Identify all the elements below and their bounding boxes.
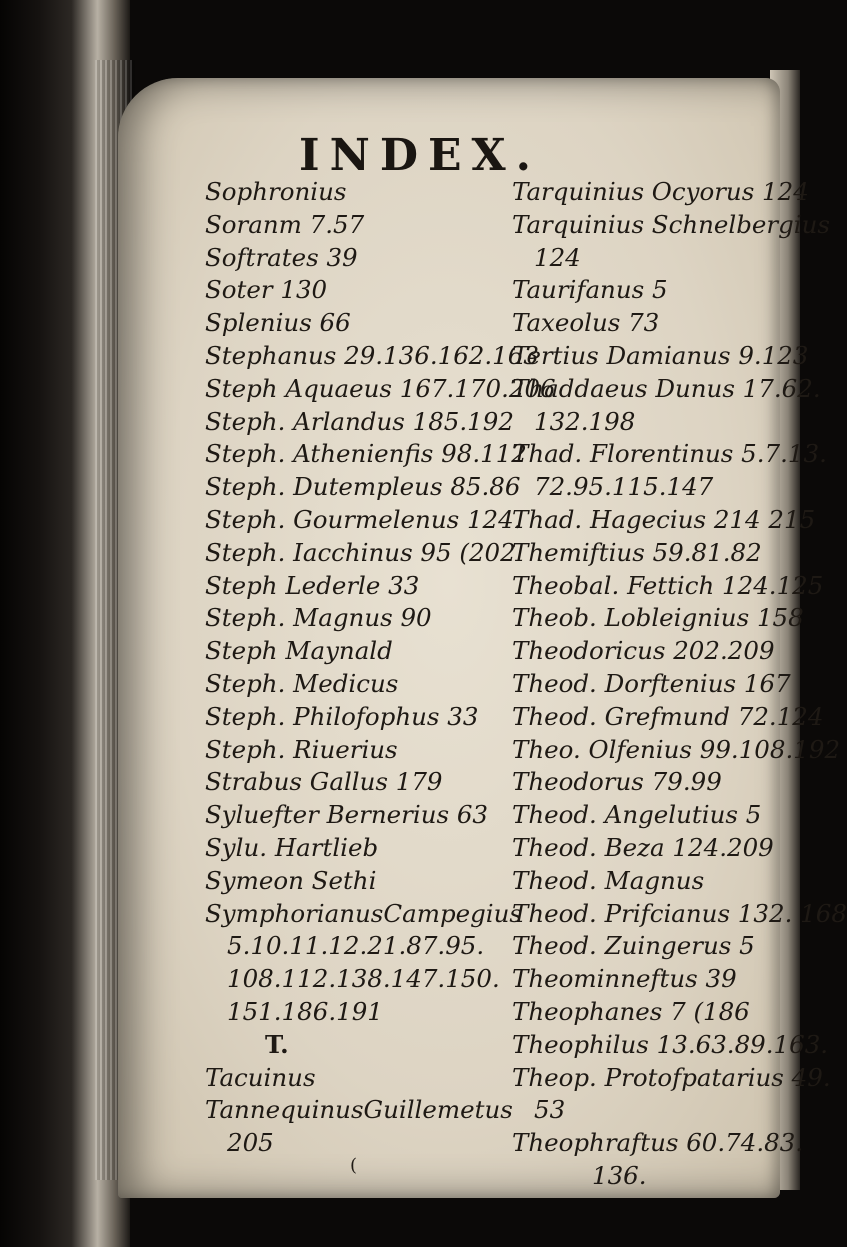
index-entry-continuation: 72.95.115.147	[534, 472, 714, 502]
index-entry: Theodoricus 202.209	[512, 636, 775, 666]
index-entry-continuation: 136.	[592, 1160, 647, 1190]
index-entry: Soranm 7.57	[205, 209, 365, 239]
index-entry: Steph. Philofophus 33	[205, 701, 479, 731]
index-entry: Sylu. Hartlieb	[205, 832, 379, 862]
index-entry: Tarquinius Ocyorus 124	[512, 177, 809, 206]
index-entry: Theod. Magnus	[512, 865, 705, 895]
index-entry: Tacuinus	[205, 1062, 316, 1092]
index-entry: Tarquinius Schnelbergius	[512, 209, 830, 239]
index-entry: Steph. Gourmelenus 124.	[205, 504, 522, 534]
index-entry: Theod. Beza 124.209	[512, 832, 774, 862]
index-entry-continuation: 108.112.138.147.150.	[227, 964, 500, 994]
index-entry: Steph. Iacchinus 95 (202	[205, 537, 516, 567]
index-entry: Softrates 39	[205, 242, 358, 272]
index-entry: Theophilus 13.63.89.163.	[512, 1029, 829, 1059]
index-entry: Steph. Arlandus 185.192	[205, 406, 514, 436]
index-entry: Taxeolus 73	[512, 308, 660, 338]
index-entry: Strabus Gallus 179	[205, 767, 443, 797]
index-entry: Theop. Protofpatarius 49.	[512, 1062, 831, 1092]
index-entry: Theo. Olfenius 99.108.192	[512, 734, 841, 764]
index-entry: Thad. Hagecius 214 215	[512, 504, 816, 534]
index-entry: Theob. Lobleignius 158	[512, 603, 804, 633]
index-entry: Themiftius 59.81.82	[512, 537, 762, 567]
index-entry: SymphorianusCampegius	[205, 898, 522, 928]
index-entry: Theod. Prifcianus 132. 168	[512, 898, 847, 928]
index-entry: Steph Lederle 33	[205, 570, 420, 600]
index-entry: Stephanus 29.136.162.163	[205, 340, 539, 370]
index-entry: Tertius Damianus 9.123	[512, 340, 809, 370]
index-entry-continuation: 205	[227, 1128, 274, 1158]
index-column-left	[205, 176, 556, 1160]
index-entry: Theobal. Fettich 124.125	[512, 570, 824, 600]
index-column-right	[512, 176, 847, 1193]
index-entry: Theod. Grefmund 72.124	[512, 701, 824, 731]
index-entry: Steph. Magnus 90	[205, 603, 432, 633]
index-entry: Theominneftus 39	[512, 964, 737, 994]
stray-mark: (	[350, 1155, 358, 1176]
index-entry: Theophraftus 60.74.83.	[512, 1128, 804, 1158]
letter-heading: T.	[265, 1029, 289, 1059]
index-entry: Theod. Dorftenius 167	[512, 668, 791, 698]
index-entry-continuation: 5.10.11.12.21.87.95.	[227, 931, 485, 961]
index-entry-continuation: 132.198	[534, 406, 636, 436]
index-entry: Sophronius	[205, 177, 347, 206]
index-entry: Theodorus 79.99	[512, 767, 722, 797]
index-entry: Splenius 66	[205, 308, 351, 338]
index-entry: Theophanes 7 (186	[512, 996, 750, 1026]
index-entry: Thad. Florentinus 5.7.13.	[512, 439, 827, 469]
index-entry: Steph. Dutempleus 85.86	[205, 472, 521, 502]
index-entry: Steph Aquaeus 167.170.206	[205, 373, 556, 403]
index-entry: Symeon Sethi	[205, 865, 377, 895]
index-entry-continuation: 53	[534, 1095, 566, 1125]
index-entry: TannequinusGuillemetus	[205, 1095, 513, 1125]
index-entry: Steph. Medicus	[205, 668, 399, 698]
index-entry: Theod. Zuingerus 5	[512, 931, 755, 961]
index-entry-continuation: 151.186.191	[227, 996, 383, 1026]
index-entry: Thaddaeus Dunus 17.62.	[512, 373, 821, 403]
index-entry: Steph. Riuerius	[205, 734, 398, 764]
index-entry: Theod. Angelutius 5	[512, 800, 762, 830]
index-entry: Steph Maynald	[205, 636, 393, 666]
index-entry-continuation: 124	[534, 242, 581, 272]
index-entry: Steph. Athenienfis 98.112	[205, 439, 527, 469]
page-heading: INDEX.	[299, 130, 541, 181]
index-entry: Soter 130	[205, 275, 328, 305]
index-entry: Syluefter Bernerius 63	[205, 800, 489, 830]
index-entry: Taurifanus 5	[512, 275, 668, 305]
